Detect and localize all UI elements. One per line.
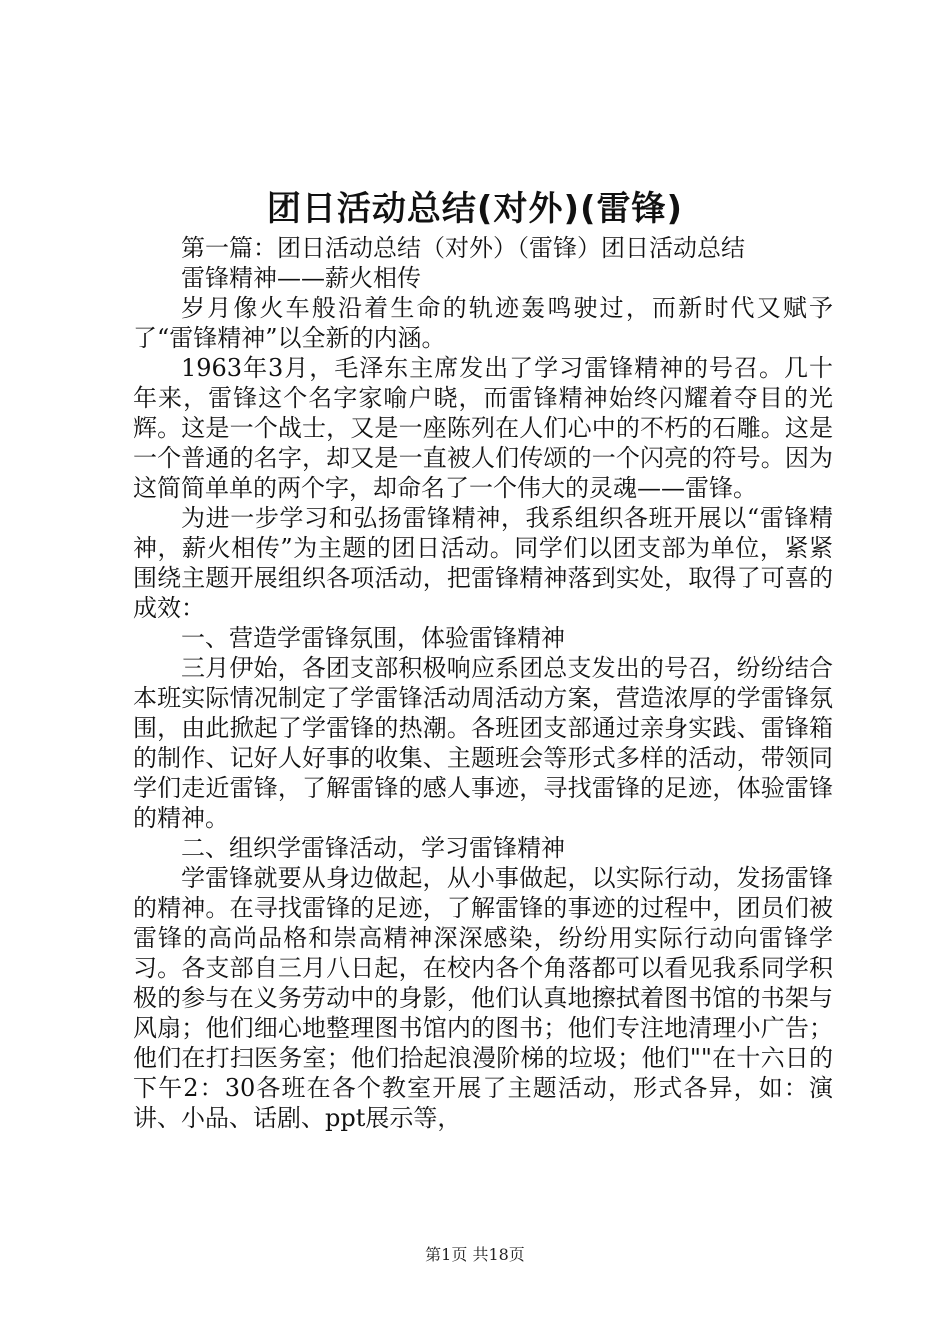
paragraph-activity-overview: 为进一步学习和弘扬雷锋精神，我系组织各班开展以“雷锋精神，薪火相传”为主题的团日活动。同学们以团支部为单位，紧紧围绕主题开展组织各项活动，把雷锋精神落到实处，取得了可喜的成效： [133,504,833,622]
section-heading-two: 二、组织学雷锋活动，学习雷锋精神 [181,834,565,862]
document-title: 团日活动总结(对外)(雷锋) [266,189,684,229]
paragraph-heading-first-article: 第一篇：团日活动总结（对外）（雷锋）团日活动总结 [181,234,745,262]
document-body [133,233,833,1133]
paragraph-subtitle: 雷锋精神——薪火相传 [181,264,421,292]
paragraph-section-one: 三月伊始，各团支部积极响应系团总支发出的号召，纷纷结合本班实际情况制定了学雷锋活动周活动方案，营造浓厚的学雷锋氛围，由此掀起了学雷锋的热潮。各班团支部通过亲身实践、雷锋箱的制作、记好人好事的收集、主题班会等形式多样的活动，带领同学们走近雷锋，了解雷锋的感人事迹，寻找雷锋的足迹，体验雷锋的精神。 [133,654,833,832]
page-number-footer: 第1页 共18页 [425,1245,525,1264]
paragraph-intro: 岁月像火车般沿着生命的轨迹轰鸣驶过，而新时代又赋予了“雷锋精神”以全新的内涵。 [133,294,833,352]
section-heading-one: 一、营造学雷锋氛围，体验雷锋精神 [181,624,565,652]
paragraph-history: 1963年3月，毛泽东主席发出了学习雷锋精神的号召。几十年来，雷锋这个名字家喻户晓，而雷锋精神始终闪耀着夺目的光辉。这是一个战士，又是一座陈列在人们心中的不朽的石雕。这是一个普通的名字，却又是一直被人们传颂的一个闪亮的符号。因为这简简单单的两个字，却命名了一个伟大的灵魂——雷锋。 [133,354,833,502]
paragraph-section-two: 学雷锋就要从身边做起，从小事做起，以实际行动，发扬雷锋的精神。在寻找雷锋的足迹，了解雷锋的事迹的过程中，团员们被雷锋的高尚品格和崇高精神深深感染，纷纷用实际行动向雷锋学习。各支部自三月八日起，在校内各个角落都可以看见我系同学积极的参与在义务劳动中的身影，他们认真地擦拭着图书馆的书架与风扇；他们细心地整理图书馆内的图书；他们专注地清理小广告；他们在打扫医务室；他们拾起浪漫阶梯的垃圾；他们""在十六日的下午2：30各班在各个教室开展了主题活动，形式各异，如：演讲、小品、话剧、ppt展示等， [133,864,833,1132]
